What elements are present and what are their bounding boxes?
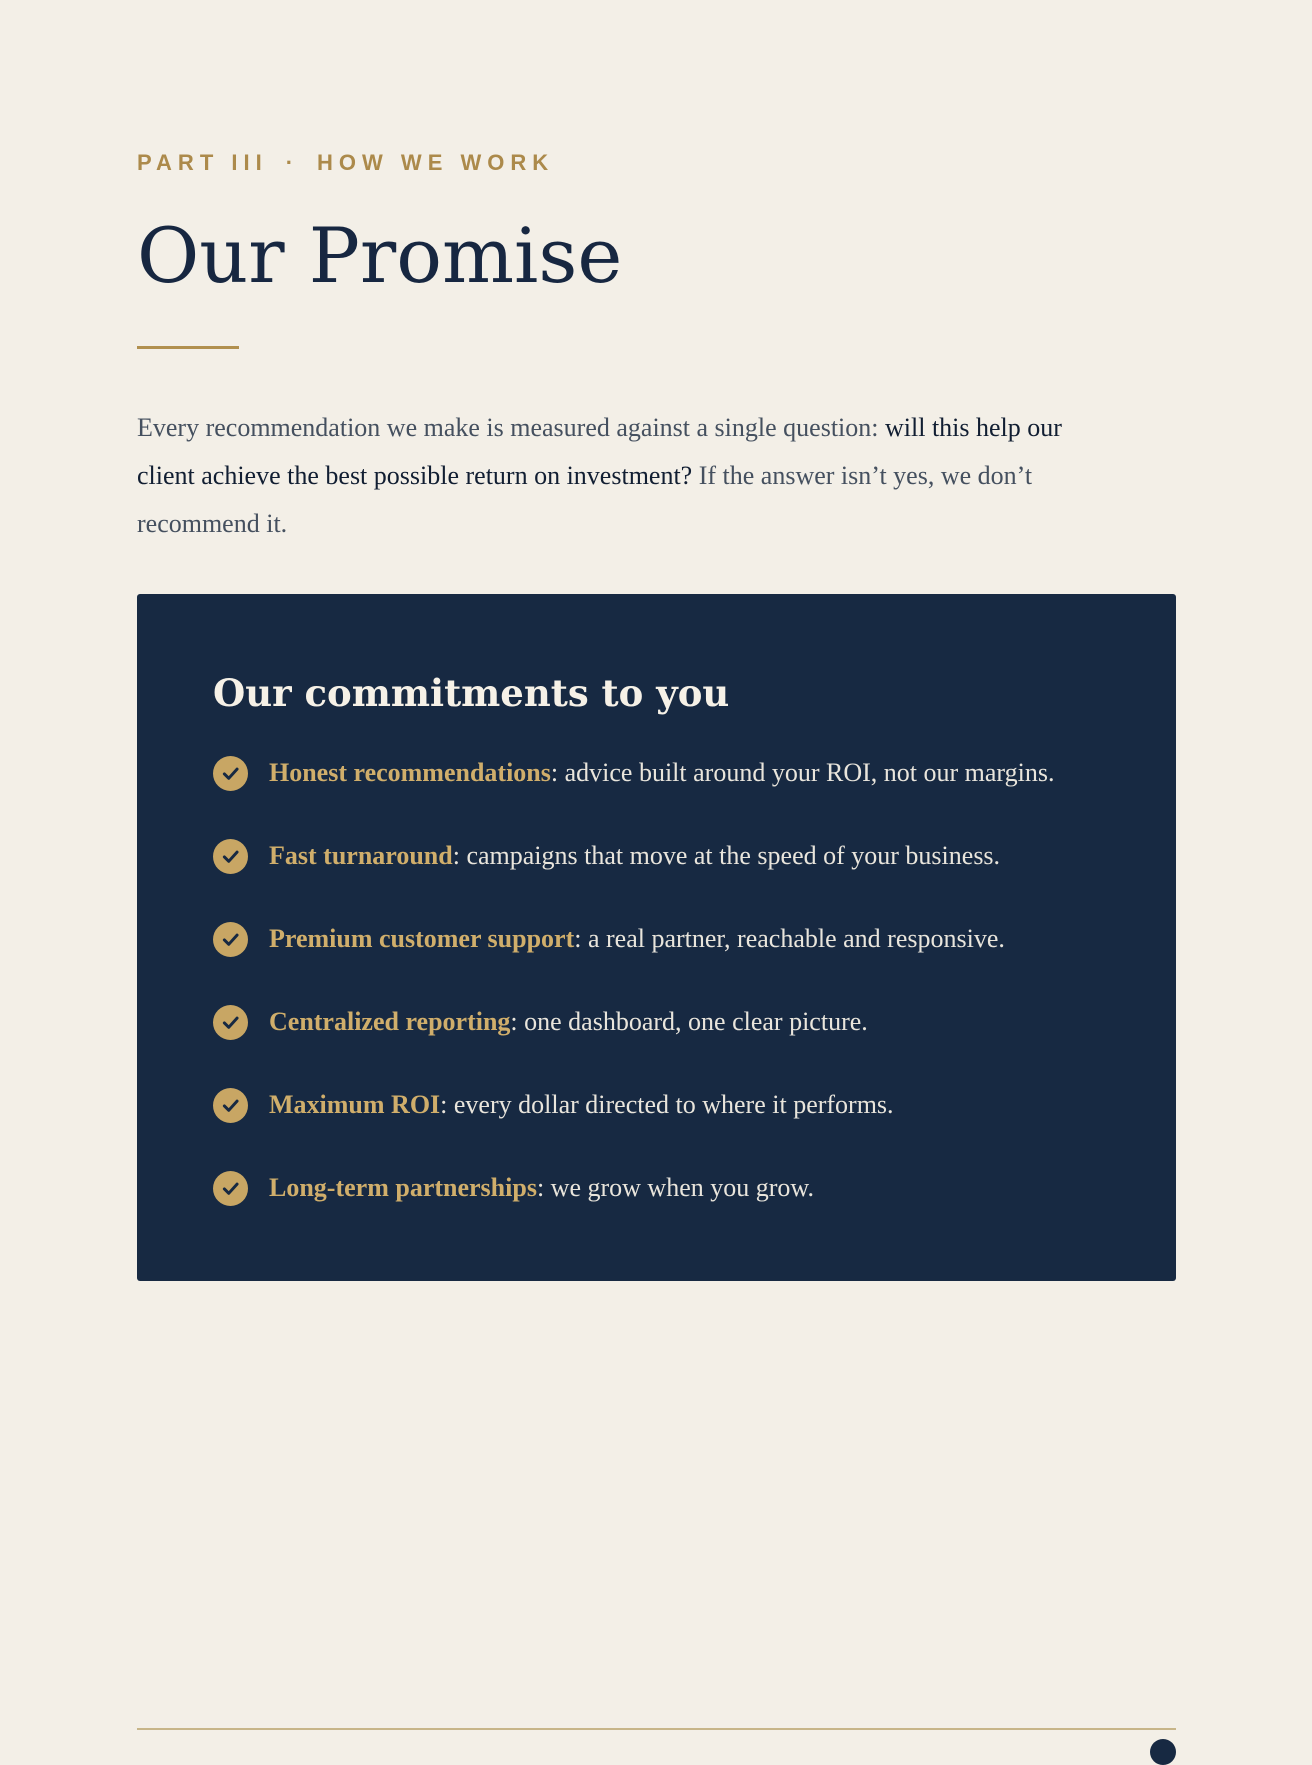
eyebrow-section: HOW WE WORK [317,150,555,175]
check-circle-icon [213,756,248,791]
commitment-text [269,914,1005,964]
commitment-description: : we grow when you grow. [536,1173,814,1202]
commitment-term: Long-term partnerships [269,1173,537,1202]
commitment-description: : one dashboard, one clear picture. [510,1007,868,1036]
commitments-title: Our commitments to you [213,671,730,715]
commitment-term: Honest recommendations [269,758,551,787]
commitment-description: : campaigns that move at the speed of your business. [452,841,1001,870]
commitment-item [213,1080,1054,1163]
footer-divider [137,1728,1176,1730]
eyebrow-separator: · [285,150,300,175]
commitment-text [269,748,1054,798]
commitment-term: Fast turnaround [269,841,453,870]
intro-paragraph [137,404,1097,548]
commitment-term: Maximum ROI [269,1090,441,1119]
commitment-item [213,997,1054,1080]
commitment-text [269,831,1000,881]
check-circle-icon [213,922,248,957]
commitment-description: : advice built around your ROI, not our margins. [550,758,1055,787]
check-circle-icon [213,1171,248,1206]
intro-tail: If the answer isn’t yes, we don’t recommend it. [137,461,1033,538]
title-divider [137,346,239,349]
check-circle-icon [213,839,248,874]
commitment-item [213,914,1054,997]
commitment-description: : a real partner, reachable and responsive. [574,924,1005,953]
commitment-description: : every dollar directed to where it performs. [440,1090,894,1119]
page [137,0,1176,1743]
eyebrow-part: PART III [137,150,268,175]
commitment-text [269,1163,814,1213]
commitment-item [213,748,1054,831]
page-title: Our Promise [137,211,623,300]
commitment-text [269,997,868,1047]
commitment-item [213,1163,1054,1246]
commitments-list [213,748,1054,1246]
commitment-term: Centralized reporting [269,1007,511,1036]
commitment-text [269,1080,894,1130]
commitment-item [213,831,1054,914]
check-circle-icon [213,1005,248,1040]
intro-question: will this help our client achieve the best possible return on investment? [137,413,1062,490]
check-circle-icon [213,1088,248,1123]
intro-lead: Every recommendation we make is measured against a single question: [137,413,885,442]
commitment-term: Premium customer support [269,924,575,953]
section-eyebrow [137,150,554,176]
